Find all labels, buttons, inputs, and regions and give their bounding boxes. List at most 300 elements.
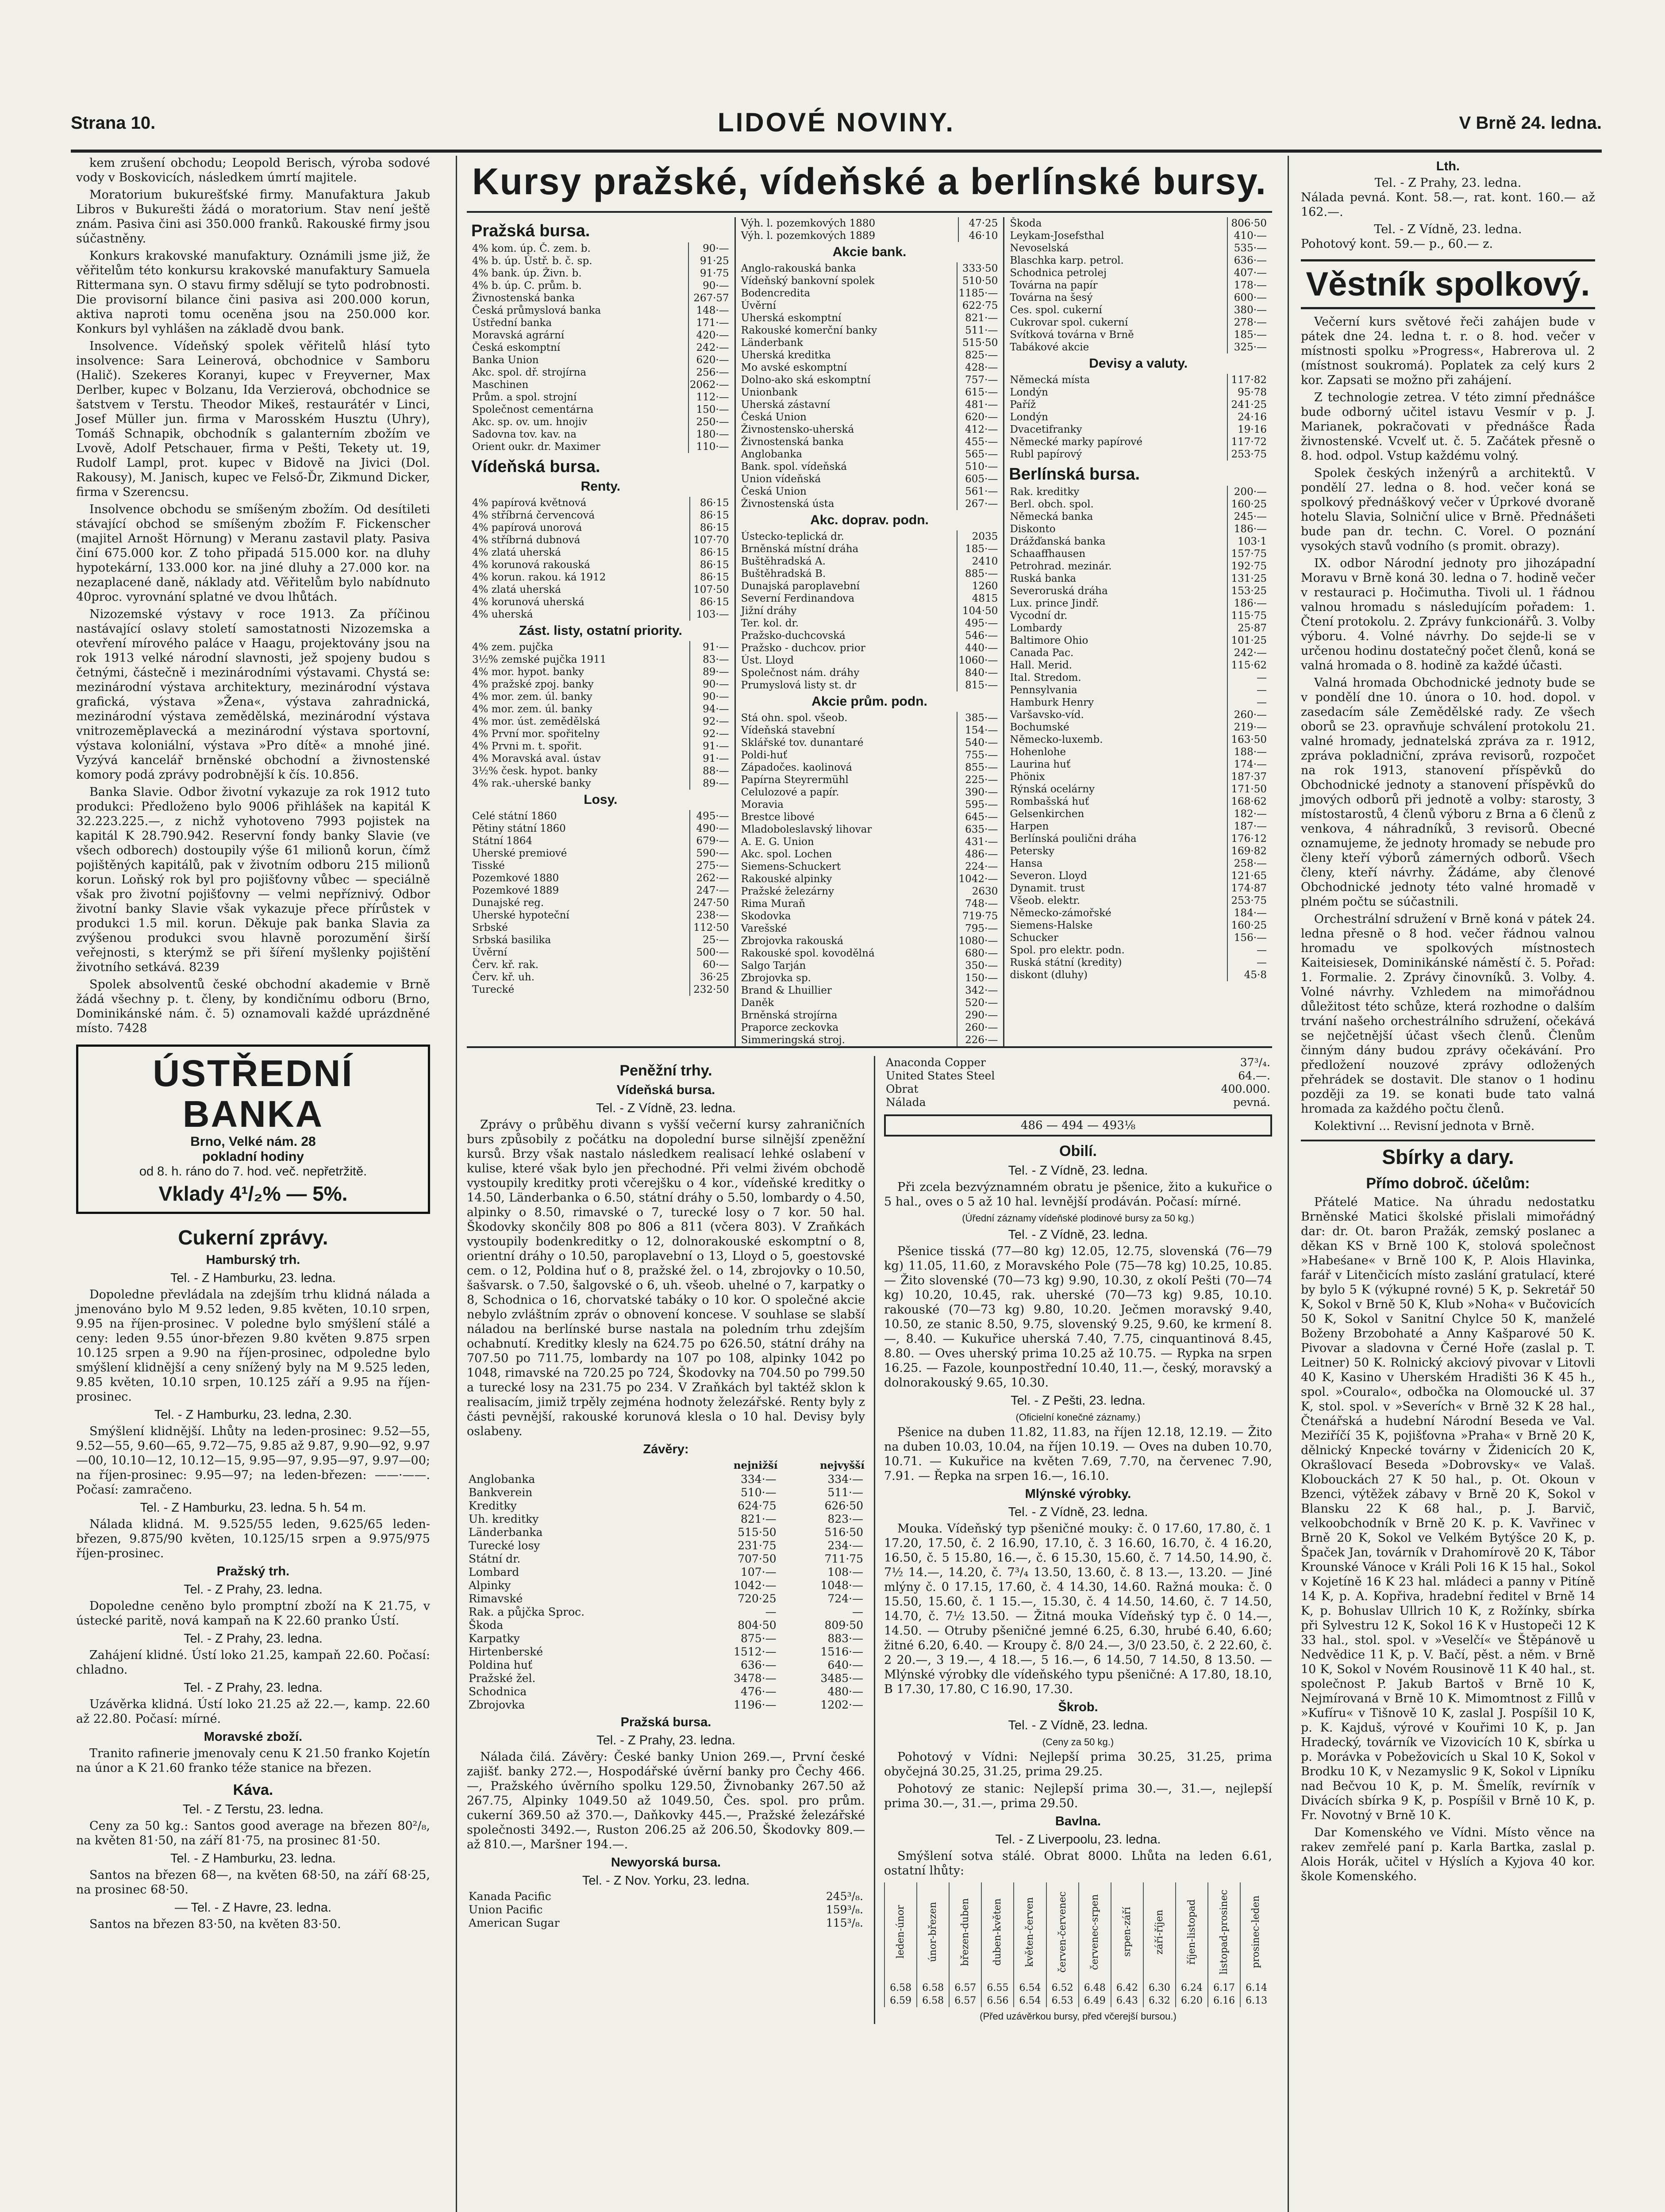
table-row	[1009, 870, 1268, 882]
security-name: Anglobanka	[469, 1473, 535, 1486]
quote-label: Rombašská huť	[1010, 796, 1089, 807]
quote-value: 46·10	[958, 230, 999, 242]
table-row	[467, 1486, 865, 1499]
table-row	[471, 280, 730, 292]
quote-value: 86·15	[690, 559, 730, 571]
quote-value: —	[1227, 672, 1268, 684]
table-row	[471, 777, 730, 790]
table-row	[1009, 329, 1268, 341]
row-label: Obrat	[886, 1083, 919, 1095]
quote-label: Tabákové akcie	[1010, 342, 1089, 353]
row-label: Anaconda Copper	[886, 1056, 986, 1069]
quote-value: 103·—	[690, 608, 730, 621]
table-row	[1009, 267, 1268, 279]
table-row	[471, 678, 730, 691]
quote-value: 174·—	[1227, 758, 1268, 771]
quote-label: Leykam-Josefsthal	[1010, 230, 1104, 242]
quote-label: Petersky	[1010, 845, 1054, 857]
table-row	[740, 642, 999, 654]
term-label: září-říjen	[1143, 1882, 1176, 1982]
quote-label: Akc. sp. ov. um. hnojiv	[472, 416, 588, 428]
term-label: srpen-září	[1111, 1882, 1143, 1982]
quote-label: Jižní dráhy	[741, 605, 797, 617]
term-value: 6.58	[917, 1994, 949, 2007]
telegram-line: — Tel. - Z Havre, 23. ledna.	[174, 1901, 332, 1915]
quote-table	[740, 712, 999, 1046]
quote-label: diskont (dluhy)	[1010, 969, 1088, 981]
quote-value: 490·—	[690, 822, 730, 835]
quote-value: 94·—	[690, 703, 730, 715]
table-row	[471, 753, 730, 765]
article-paragraph: IX. odbor Národní jednoty pro jihozápadní Moravu v Brně koná 30. ledna o 7. hodině večer v restauraci p. Hočimuthа. Tivoli ul. 1 řádnou valnou hromadu s následujícím pořadem: 1. Čtení protokolu. 2. Zprávy funkcionářů. 3. Volby výboru. 4. Volné návrhy. Do sejde-li se v určenou hodinu dostatečný počet členů, koná se valná hromada o 8. hodině za každé účasti.	[1301, 557, 1595, 672]
table-row	[740, 411, 999, 423]
boxed-quote: 486 — 494 — 493⅛	[884, 1114, 1272, 1137]
table-row	[1009, 709, 1268, 721]
quote-label: 4% Moravská aval. ústav	[472, 753, 601, 764]
telegram-line: Tel. - Z Vídně, 23. ledna.	[1008, 1718, 1148, 1732]
term-value: 6.55	[981, 1982, 1014, 1994]
high-value: 1202·—	[820, 1698, 863, 1711]
telegram-line: Tel. - Z Vídně, 23. ledna.	[1374, 223, 1522, 236]
quote-value: 278·—	[1227, 316, 1268, 329]
quote-value: 115·62	[1227, 659, 1268, 672]
table-row	[740, 262, 999, 275]
table-row	[1009, 919, 1268, 932]
telegram-line: Tel. - Z Hamburku, 23. ledna. 5 h. 54 m.	[140, 1501, 366, 1515]
quote-label: 3½% česk. hypot. banky	[472, 765, 598, 777]
quote-label: Německá banka	[1010, 511, 1093, 522]
quote-label: Tisské	[472, 860, 505, 872]
quote-value: 86·15	[690, 546, 730, 559]
quote-value: 420·—	[688, 329, 730, 342]
quote-label: Červ. kř. rak.	[472, 959, 539, 971]
quote-value: 187·37	[1227, 771, 1268, 783]
table-row	[740, 922, 999, 935]
table-row	[1009, 771, 1268, 783]
quote-value: 148·—	[688, 304, 730, 317]
quote-label: Mladoboleslavský lihovar	[741, 824, 872, 835]
cotton-labels-row	[884, 1882, 1272, 1982]
quote-value: —	[1227, 684, 1268, 696]
quote-value: 620·—	[688, 354, 730, 366]
quote-table	[1009, 217, 1268, 353]
quote-label: Živnostenská banka	[741, 436, 844, 448]
quote-value: 565·—	[957, 448, 999, 461]
quote-label: Uherská kreditka	[741, 349, 831, 361]
quote-label: Výh. l. pozemkových 1889	[741, 230, 876, 242]
table-section-heading: Vídeňská bursa.	[471, 457, 600, 476]
quote-table	[471, 810, 730, 996]
table-row	[1009, 845, 1268, 857]
table-row	[740, 898, 999, 910]
quote-value: 333·50	[957, 262, 999, 275]
quote-value: 89·—	[690, 777, 730, 790]
quote-value: 815·—	[957, 679, 999, 691]
table-row	[740, 374, 999, 386]
subsection-heading: Škrob.	[1058, 1700, 1098, 1714]
article-paragraph: Spolek českých inženýrů a architektů. V pondělí 27. ledna o 8. hod. večer koná se spolkový přednáškový večer v Úprkové dvoraně hotelu Slavia, Solniční ulice v Brně. Přednášeti bude pan dr. techn. C. Vorel. O poznání vysokých stavů vodního (s promit. obrazy).	[1301, 466, 1595, 553]
table-row	[1009, 399, 1268, 411]
section-heading: Káva.	[233, 1782, 273, 1798]
quote-value: 187·—	[1227, 820, 1268, 833]
term-label: červen-červenec	[1046, 1882, 1079, 1982]
quote-value: 679·—	[690, 835, 730, 847]
low-value: 875·—	[740, 1632, 777, 1645]
table-row	[1009, 386, 1268, 399]
low-value: 476·—	[740, 1685, 777, 1698]
table-row	[740, 848, 999, 860]
telegram-line: Tel. - Z Vídně, 23. ledna.	[1008, 1228, 1148, 1242]
quote-value: 171·50	[1227, 783, 1268, 795]
quote-label: Simmeringská stroj.	[741, 1034, 845, 1046]
quote-label: Union vídeňská	[741, 473, 821, 485]
quote-value: 350·—	[957, 960, 999, 972]
quote-value: 260·—	[957, 1022, 999, 1034]
quote-label: Německo-zámořské	[1010, 907, 1111, 919]
high-value: 809·50	[824, 1619, 863, 1632]
page-number: Strana 10.	[71, 113, 156, 133]
market-reports-right	[875, 1056, 1272, 2024]
quote-value: —	[1227, 956, 1268, 969]
article-paragraph: Santos na březen 68—, na květen 68·50, na září 68·25, na prosinec 68·50.	[76, 1868, 430, 1897]
table-row	[740, 399, 999, 411]
telegram-line: Tel. - Z Pešti, 23. ledna.	[1011, 1394, 1146, 1408]
table-section-heading: Berlínská bursa.	[1009, 465, 1140, 484]
telegram-line: Tel. - Z Prahy, 23. ledna.	[184, 1632, 323, 1646]
quote-value: 253·75	[1227, 895, 1268, 907]
table-subheading: Akcie prům. podn.	[811, 694, 927, 709]
quote-value: 2630	[957, 885, 999, 898]
quote-label: 4% papírová květnová	[472, 497, 587, 509]
telegram-line: Tel. - Z Prahy, 23. ledna.	[596, 1733, 735, 1747]
quote-label: Výh. l. pozemkových 1880	[741, 218, 876, 229]
issue-date: V Brně 24. ledna.	[1459, 113, 1602, 133]
quote-value: 153·25	[1227, 585, 1268, 597]
high-value: 516·50	[824, 1526, 863, 1539]
table-row	[740, 448, 999, 461]
row-value: 37³/₄.	[1240, 1056, 1270, 1069]
quote-value: 156·—	[1227, 932, 1268, 944]
column-left	[76, 156, 430, 1934]
quote-label: Siemens-Halske	[1010, 920, 1093, 931]
table-row	[740, 568, 999, 580]
quote-label: Rýnská ocelárny	[1010, 783, 1095, 795]
quote-value: 24·16	[1227, 411, 1268, 423]
table-row	[740, 485, 999, 498]
table-row	[467, 1539, 865, 1552]
quote-label: Živnostenská ústa	[741, 498, 834, 510]
term-label: červenec-srpen	[1079, 1882, 1111, 1982]
quote-label: Londýn	[1010, 387, 1048, 398]
quote-value: 86·15	[690, 497, 730, 509]
table-row	[471, 329, 730, 342]
quote-value: 154·—	[957, 724, 999, 737]
table-row	[471, 584, 730, 596]
term-value: 6.14	[1240, 1982, 1272, 1994]
quote-value: 163·50	[1227, 733, 1268, 746]
high-value: 711·75	[824, 1552, 863, 1565]
section-heading: Věstník spolkový.	[1301, 259, 1595, 309]
closing-quotes-table	[467, 1459, 865, 1712]
quote-value: 180·—	[688, 428, 730, 441]
quote-value: 168·62	[1227, 795, 1268, 808]
subsection-heading: Mlýnské výrobky.	[1025, 1487, 1131, 1501]
telegram-line: Tel. - Z Hamburku, 23. ledna, 2.30.	[154, 1408, 352, 1422]
quote-table	[1009, 374, 1268, 461]
quote-table	[471, 242, 730, 453]
table-row	[740, 337, 999, 349]
quote-value: 455·—	[957, 436, 999, 448]
quote-label: Harpen	[1010, 821, 1049, 832]
security-name: Uh. kreditky	[469, 1513, 539, 1525]
table-row	[740, 799, 999, 811]
table-row	[471, 267, 730, 280]
quote-label: Rakouské spol. kovodělná	[741, 948, 875, 959]
security-name: Pražské žel.	[469, 1672, 536, 1685]
table-row	[740, 1009, 999, 1022]
column-rule	[1288, 156, 1289, 2212]
table-subheading: Devisy a valuty.	[1089, 356, 1188, 371]
quote-value: 440·—	[957, 642, 999, 654]
section-heading: Peněžní trhy.	[619, 1062, 712, 1079]
article-paragraph: Dopoledne převládala na zdejším trhu klidná nálada a jmenováno bylo M 9.52 leden, 9.85 květen, 10.10 srpen, 9.95 na říjen-prosinec. V poledne bylo smýšlení stálé a ceny: leden 9.55 únor-březen 9.80 květen 9.875 srpen 10.125 srpen a 9.90 na říjen-prosinec, odpoledne bylo smýšlení klidnější a ceny snížený byly na M 9.525 leden, 9.85 květen, 10.10 srpen, 10.125 září a 9.95 na říjen-prosinec.	[76, 1288, 430, 1404]
quote-label: 4% stříbrná dubnová	[472, 534, 581, 546]
quote-label: Praporce zeckovka	[741, 1022, 839, 1033]
quote-value: 840·—	[957, 667, 999, 679]
quote-label: Hohenlohe	[1010, 746, 1066, 758]
quote-label: Vídeňská stavební	[741, 725, 835, 736]
table-column-2	[736, 217, 1005, 1046]
table-row	[740, 630, 999, 642]
quote-label: 4% zlatá uherská	[472, 547, 561, 558]
article-paragraph: Pšenice na duben 11.82, 11.83, na říjen 12.18, 12.19. — Žito na duben 10.03, 10.04, na říjen 10.19. — Oves na duben 10.70, 10.71. — Kukuřice na květen 7.69, 7.70, na červenec 7.90, 7.91. — Řepka na srpen 16.—, 16.10.	[884, 1425, 1272, 1483]
term-value: 6.30	[1143, 1982, 1176, 1994]
security-name: Státní dr.	[469, 1552, 521, 1565]
table-row	[471, 983, 730, 996]
quote-value: 160·25	[1227, 919, 1268, 932]
article-paragraph: Uzávěrka klidná. Ústí loko 21.25 až 22.—, kamp. 22.60 až 22.80. Počasí: mírné.	[76, 1697, 430, 1726]
quote-value: 755·—	[957, 749, 999, 761]
table-row	[471, 522, 730, 534]
quote-value: 25·—	[690, 934, 730, 946]
high-value: 640·—	[827, 1659, 863, 1671]
quote-value: 806·50	[1227, 217, 1268, 230]
quote-label: Červ. kř. uh.	[472, 972, 535, 983]
table-row	[740, 836, 999, 848]
quote-value: 60·—	[690, 959, 730, 971]
quote-value: 131·25	[1227, 572, 1268, 585]
bourse-title: Kursy pražské, vídeňské a berlínské bursy.	[467, 156, 1272, 213]
quote-value: 112·50	[690, 922, 730, 934]
row-label: Kanada Pacific	[469, 1890, 551, 1903]
quote-label: Dunajská paroplavební	[741, 580, 860, 592]
term-value: 6.49	[1079, 1994, 1111, 2007]
table-row	[740, 555, 999, 568]
quote-value: 260·—	[1227, 709, 1268, 721]
quote-value: 590·—	[690, 847, 730, 860]
quote-label: 4% korunová rakouská	[472, 559, 590, 571]
quote-label: 4% mor. zem. úl. banky	[472, 691, 592, 703]
quote-value: 19·16	[1227, 423, 1268, 436]
table-row	[471, 304, 730, 317]
quote-label: Společnost cementárna	[472, 404, 594, 415]
quote-label: A. E. G. Union	[741, 836, 814, 848]
quote-label: Bochumské	[1010, 722, 1069, 733]
table-row	[467, 1592, 865, 1605]
quote-label: Lux. prince Jindř.	[1010, 598, 1099, 609]
table-row	[471, 534, 730, 546]
telegram-line: Tel. - Z Prahy, 23. ledna.	[184, 1582, 323, 1597]
table-row	[471, 765, 730, 777]
quote-label: Banka Union	[472, 354, 539, 366]
security-name: Alpinky	[469, 1579, 511, 1592]
table-row	[471, 608, 730, 621]
table-row	[471, 740, 730, 753]
table-row	[1009, 882, 1268, 895]
table-row	[740, 667, 999, 679]
quote-value: 636·—	[1227, 254, 1268, 267]
high-value: 724·—	[827, 1592, 863, 1605]
quote-value: 47·25	[958, 217, 999, 230]
table-row	[740, 473, 999, 485]
quote-label: Moravia	[741, 799, 784, 810]
quote-value: 510·50	[957, 275, 999, 287]
quote-value: 91·75	[688, 267, 730, 280]
article-paragraph: Konkurs krakovské manufaktury. Oznámili jsme již, že věřitelům této konkursu krakovské manufaktury Samuela Rittermana syn. O stavu firmy sdělují se tyto podrobnosti. Die provisorní bilance čini pasiva asi 200.000 korun, aktiva naproti tomu oceněna jsou na 250.000 kor. Konkurs byl vyhlášen na základě dvou bank.	[76, 249, 430, 336]
row-value: 115³/₈.	[826, 1916, 863, 1929]
quote-label: Pětiny státní 1860	[472, 823, 566, 834]
term-value: 6.16	[1208, 1994, 1240, 2007]
table-row	[1009, 572, 1268, 585]
quote-label: Ter. kol. dr.	[741, 618, 799, 629]
quote-table	[740, 530, 999, 691]
quote-value: 110·—	[688, 441, 730, 453]
article-paragraph: Valná hromada Obchodnické jednoty bude se v pondělí dne 10. února o 10. hod. dopol. v zasedacím sále Zemědělské rady. Ze všech oborů se 23. opravňuje schválení protokolu 21. valné hromady, jednatelská zpráva za r. 1912, zpráva pokladniční, zpráva revisorů, rozpočet na rok 1913, stanovení příspěvků do Obchodnické jednoty a stanovení příspěvků do jmových odborů při jednotě a volby: starosty, 3 místostarostů, 4 členů výboru z Brna a 6 členů z venkova, 4 náhradníků, 3 revisorů. Obecné oznamujeme, že jednoty hromady se nebude pro členy kteří výborů zámerných odborů. Všech členy, kteří návrhy. Žádáme, aby členové Obchodnické jednoty této valné hromadě v plném počtu se súčastnili.	[1301, 676, 1595, 909]
high-value: 1048·—	[820, 1579, 863, 1592]
term-label: květen-červen	[1014, 1882, 1046, 1982]
table-row	[740, 300, 999, 312]
quote-label: Berlínská poulični dráha	[1010, 833, 1137, 845]
quote-value: 103·1	[1227, 535, 1268, 548]
quote-label: Phönix	[1010, 771, 1045, 783]
table-row	[471, 847, 730, 860]
quote-label: Továrna na šesý	[1010, 292, 1093, 303]
article-paragraph: Spolek absolventů české obchodní akademie v Brně žádá všechny p. t. členy, by kondičnímu odboru (Brno, Dominikánské nám. č. 5) oznamovali každé uprázdněné místo. 7428	[76, 978, 430, 1035]
row-label: American Sugar	[469, 1916, 560, 1929]
term-value: 6.24	[1176, 1982, 1208, 1994]
column-rule	[456, 156, 457, 2212]
quote-label: Celé státní 1860	[472, 810, 557, 822]
bank-hours: od 8. h. ráno do 7. hod. več. nepřetržitě.	[139, 1164, 367, 1179]
quote-label: Úst. Lloyd	[741, 655, 794, 666]
quote-value: 107·50	[690, 584, 730, 596]
quote-label: 4% stříbrná červencová	[472, 510, 595, 521]
section-heading: Sbírky a dary.	[1301, 1140, 1595, 1169]
article-paragraph: Při zcela bezvýznamném obratu je pšenice, žito a kukuřice o 5 hal., oves o 5 až 10 hal. levnější prodáván. Počasí: mírné.	[884, 1180, 1272, 1209]
article-paragraph: Nálada klidná. M. 9.525/55 leden, 9.625/65 leden-březen, 9.875/90 květen, 10.125/15 srpen a 9.975/975 říjen-prosinec.	[76, 1517, 430, 1560]
low-value: 3478·—	[734, 1672, 777, 1685]
quote-value: 821·—	[957, 312, 999, 324]
article-paragraph: Insolvence. Vídeňský spolek věřitelů hlásí tyto insolvence: Sara Leinerová, obchodnice v Samboru (Halič). Szekeres Koranyi, kupec v Freyverner, Max Derlber, kupec v Bolzanu, Ida Verzierová, obchodnice se šatstvem v Terstu. Theodor Mikeš, restaurátér v Linci, Josef Müller jun. firma v Marosském Husztu (Uhry), Tomáš Schnapik, obchodník s galanterním zbožím ve Lvově, Adolf Petschauer, firma v Pešti, Tekety ut. 19, Rudolf Lampl, prot. kupec v Bidově na Jivici (Dol. Rakousy), M. Janisch, kupec ve Felső-Ďr, Zikmund Dicker, firma v Szerencsu.	[76, 339, 430, 499]
quote-label: Schucker	[1010, 932, 1059, 944]
table-row	[740, 287, 999, 300]
table-row	[467, 1526, 865, 1539]
high-value: 334·—	[827, 1473, 863, 1486]
quote-label: Severní Ferdinandova	[741, 593, 855, 604]
quote-value: 2062·—	[688, 379, 730, 391]
quote-value: 184·—	[1227, 907, 1268, 919]
table-row	[740, 530, 999, 543]
quote-label: Severon. Lloyd	[1010, 870, 1087, 882]
article-paragraph: Pohotový kont. 59.— p., 60.— z.	[1301, 237, 1493, 251]
quote-value: 1080·—	[957, 935, 999, 947]
newyork-table-right	[884, 1056, 1272, 1109]
quote-value: 290·—	[957, 1009, 999, 1022]
term-value: 6.57	[949, 1982, 981, 1994]
quote-label: Unionbank	[741, 387, 798, 398]
quote-table	[471, 641, 730, 790]
quote-value: 515·50	[957, 337, 999, 349]
table-row	[740, 605, 999, 617]
quote-label: Všeob. elektr.	[1010, 895, 1081, 906]
table-row	[1009, 944, 1268, 956]
table-row	[471, 497, 730, 509]
table-row	[1009, 597, 1268, 610]
table-row	[740, 679, 999, 691]
quote-label: Státní 1864	[472, 835, 532, 847]
low-value: 804·50	[738, 1619, 777, 1632]
table-row	[740, 786, 999, 799]
table-row	[740, 580, 999, 592]
bank-name: ÚSTŘEDNÍ BANKA	[153, 1052, 354, 1135]
table-column-3	[1004, 217, 1272, 1046]
table-row	[467, 1903, 865, 1916]
term-label: listopad-prosinec	[1208, 1882, 1240, 1982]
bourse-tables	[467, 217, 1272, 1048]
table-row	[740, 910, 999, 922]
low-value: 1196·—	[734, 1698, 777, 1711]
quote-label: 4% pražské zpoj. banky	[472, 679, 594, 690]
column-right	[1301, 156, 1595, 1886]
quote-value: 520·—	[957, 997, 999, 1009]
article-paragraph: Insolvence obchodu se smíšeným zbožím. Od desítileti stávající obchod se smíšeným zbožím F. Fickenscher (majitel Arnošt Hörnung) v Meranu zastavil platy. Pasiva činí 675.000 kor. Z toho připadá 515.000 kor. na dluhy hypotekární, 133.000 kor. na jiné dluhy a 27.000 kor. na nezaplacené daně, náklady atd. Věřitelům bylo nabídnuto 40proc. vyrovnání splatné ve dvou lhůtách.	[76, 503, 430, 604]
security-name: Karpatky	[469, 1632, 520, 1645]
quote-label: Zbrojovka rakouská	[741, 935, 843, 947]
quote-label: Bodencredita	[741, 288, 811, 299]
lth-report	[1301, 159, 1595, 251]
table-row	[740, 972, 999, 984]
table-row	[1009, 659, 1268, 672]
quote-label: Salgo Tarján	[741, 960, 806, 972]
table-row	[1009, 783, 1268, 795]
article-paragraph: Zahájení klidné. Ústí loko 21.25, kampaň 22.60. Počasí: chladno.	[76, 1648, 430, 1677]
telegram-line: Tel. - Z Prahy, 23. ledna.	[184, 1681, 323, 1695]
table-row	[467, 1645, 865, 1659]
table-row	[471, 728, 730, 740]
table-row	[471, 366, 730, 379]
table-row	[740, 386, 999, 399]
table-row	[740, 984, 999, 997]
quote-value: 90·—	[688, 242, 730, 255]
table-row	[471, 255, 730, 267]
term-label: leden-únor	[884, 1882, 917, 1982]
low-value: —	[765, 1605, 777, 1618]
quote-label: Západočes. kaolinová	[741, 762, 852, 773]
security-name: Rimavské	[469, 1592, 523, 1605]
table-row	[740, 349, 999, 361]
table-subheading: Zást. listy, ostatní priority.	[519, 623, 682, 638]
quote-label: Buštěhradská A.	[741, 556, 826, 567]
